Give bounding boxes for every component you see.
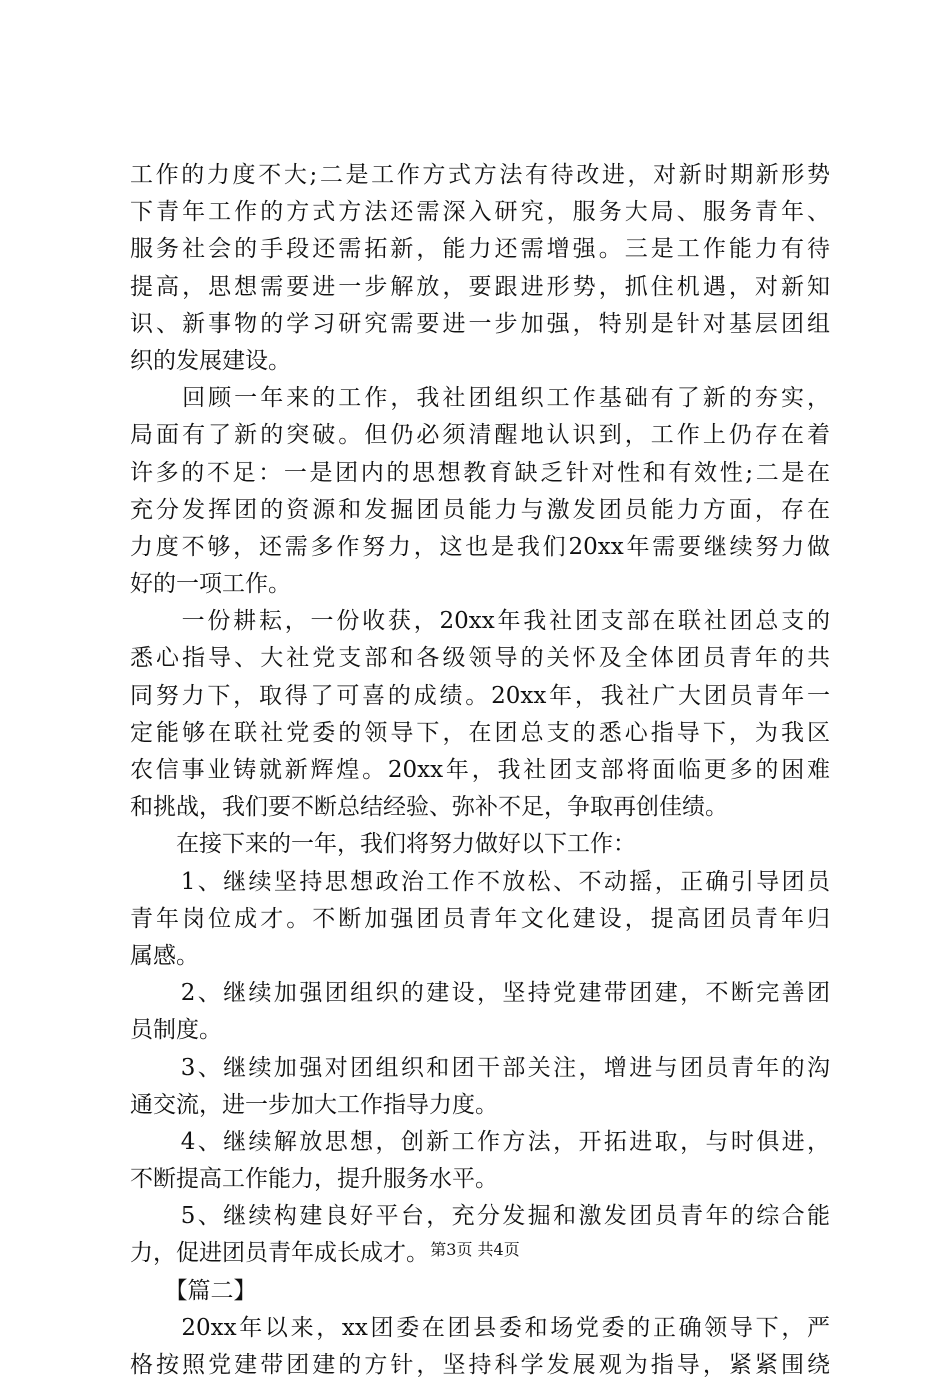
text-line: 通交流，进一步加大工作指导力度。: [130, 1091, 498, 1118]
text-line: 同努力下，取得了可喜的成绩。20xx年，我社广大团员青年一: [130, 682, 830, 709]
text-line: 一份耕耘，一份收获，20xx年我社团支部在联社团总支的: [130, 608, 830, 635]
text-line: 提高，思想需要进一步解放，要跟进形势，抓住机遇，对新知: [130, 273, 830, 300]
text-line: 不断提高工作能力，提升服务水平。: [130, 1166, 498, 1193]
text-line: 力，促进团员青年成长成才。: [130, 1240, 429, 1267]
text-line: 属感。: [130, 942, 199, 969]
text-line: 局面有了新的突破。但仍必须清醒地认识到，工作上仍存在着: [130, 422, 830, 449]
document-body: [130, 157, 830, 1384]
text-line: 【篇二】: [130, 1277, 257, 1304]
text-line: 充分发挥团的资源和发掘团员能力与激发团员能力方面，存在: [130, 496, 830, 523]
text-line: 员制度。: [130, 1017, 222, 1044]
text-line: 青年岗位成才。不断加强团员青年文化建设，提高团员青年归: [130, 905, 830, 932]
text-line: 农信事业铸就新辉煌。20xx年，我社团支部将面临更多的困难: [130, 757, 830, 783]
text-line: 下青年工作的方式方法还需深入研究，服务大局、服务青年、: [130, 199, 830, 226]
page-footer: 第3页 共4页: [430, 1240, 520, 1259]
text-line: 在接下来的一年，我们将努力做好以下工作：: [130, 831, 636, 858]
text-line: 1、继续坚持思想政治工作不放松、不动摇，正确引导团员: [130, 868, 830, 895]
text-line: 4、继续解放思想，创新工作方法，开拓进取，与时俱进，: [130, 1128, 830, 1155]
text-line: 好的一项工作。: [130, 571, 291, 598]
text-line: 3、继续加强对团组织和团干部关注，增进与团员青年的沟: [130, 1054, 830, 1081]
text-line: 识、新事物的学习研究需要进一步加强，特别是针对基层团组: [130, 310, 830, 337]
text-line: 回顾一年来的工作，我社团组织工作基础有了新的夯实，: [130, 385, 830, 412]
text-line: 服务社会的手段还需拓新，能力还需增强。三是工作能力有待: [130, 236, 830, 263]
text-line: 和挑战，我们要不断总结经验、弥补不足，争取再创佳绩。: [130, 794, 728, 821]
text-line: 20xx年以来，xx团委在团县委和场党委的正确领导下，严: [130, 1314, 830, 1341]
text-line: 2、继续加强团组织的建设，坚持党建带团建，不断完善团: [130, 980, 830, 1007]
text-line: 许多的不足：一是团内的思想教育缺乏针对性和有效性;二是在: [130, 459, 830, 486]
text-line: 力度不够，还需多作努力，这也是我们20xx年需要继续努力做: [130, 533, 830, 560]
text-line: 工作的力度不大;二是工作方式方法有待改进，对新时期新形势: [130, 162, 830, 188]
text-line: 悉心指导、大社党支部和各级领导的关怀及全体团员青年的共: [130, 645, 830, 672]
text-line: 格按照党建带团建的方针，坚持科学发展观为指导，紧紧围绕: [130, 1352, 830, 1378]
text-line: 5、继续构建良好平台，充分发掘和激发团员青年的综合能: [130, 1203, 830, 1230]
text-line: 定能够在联社党委的领导下，在团总支的悉心指导下，为我区: [130, 719, 830, 746]
text-line: 织的发展建设。: [130, 347, 291, 374]
